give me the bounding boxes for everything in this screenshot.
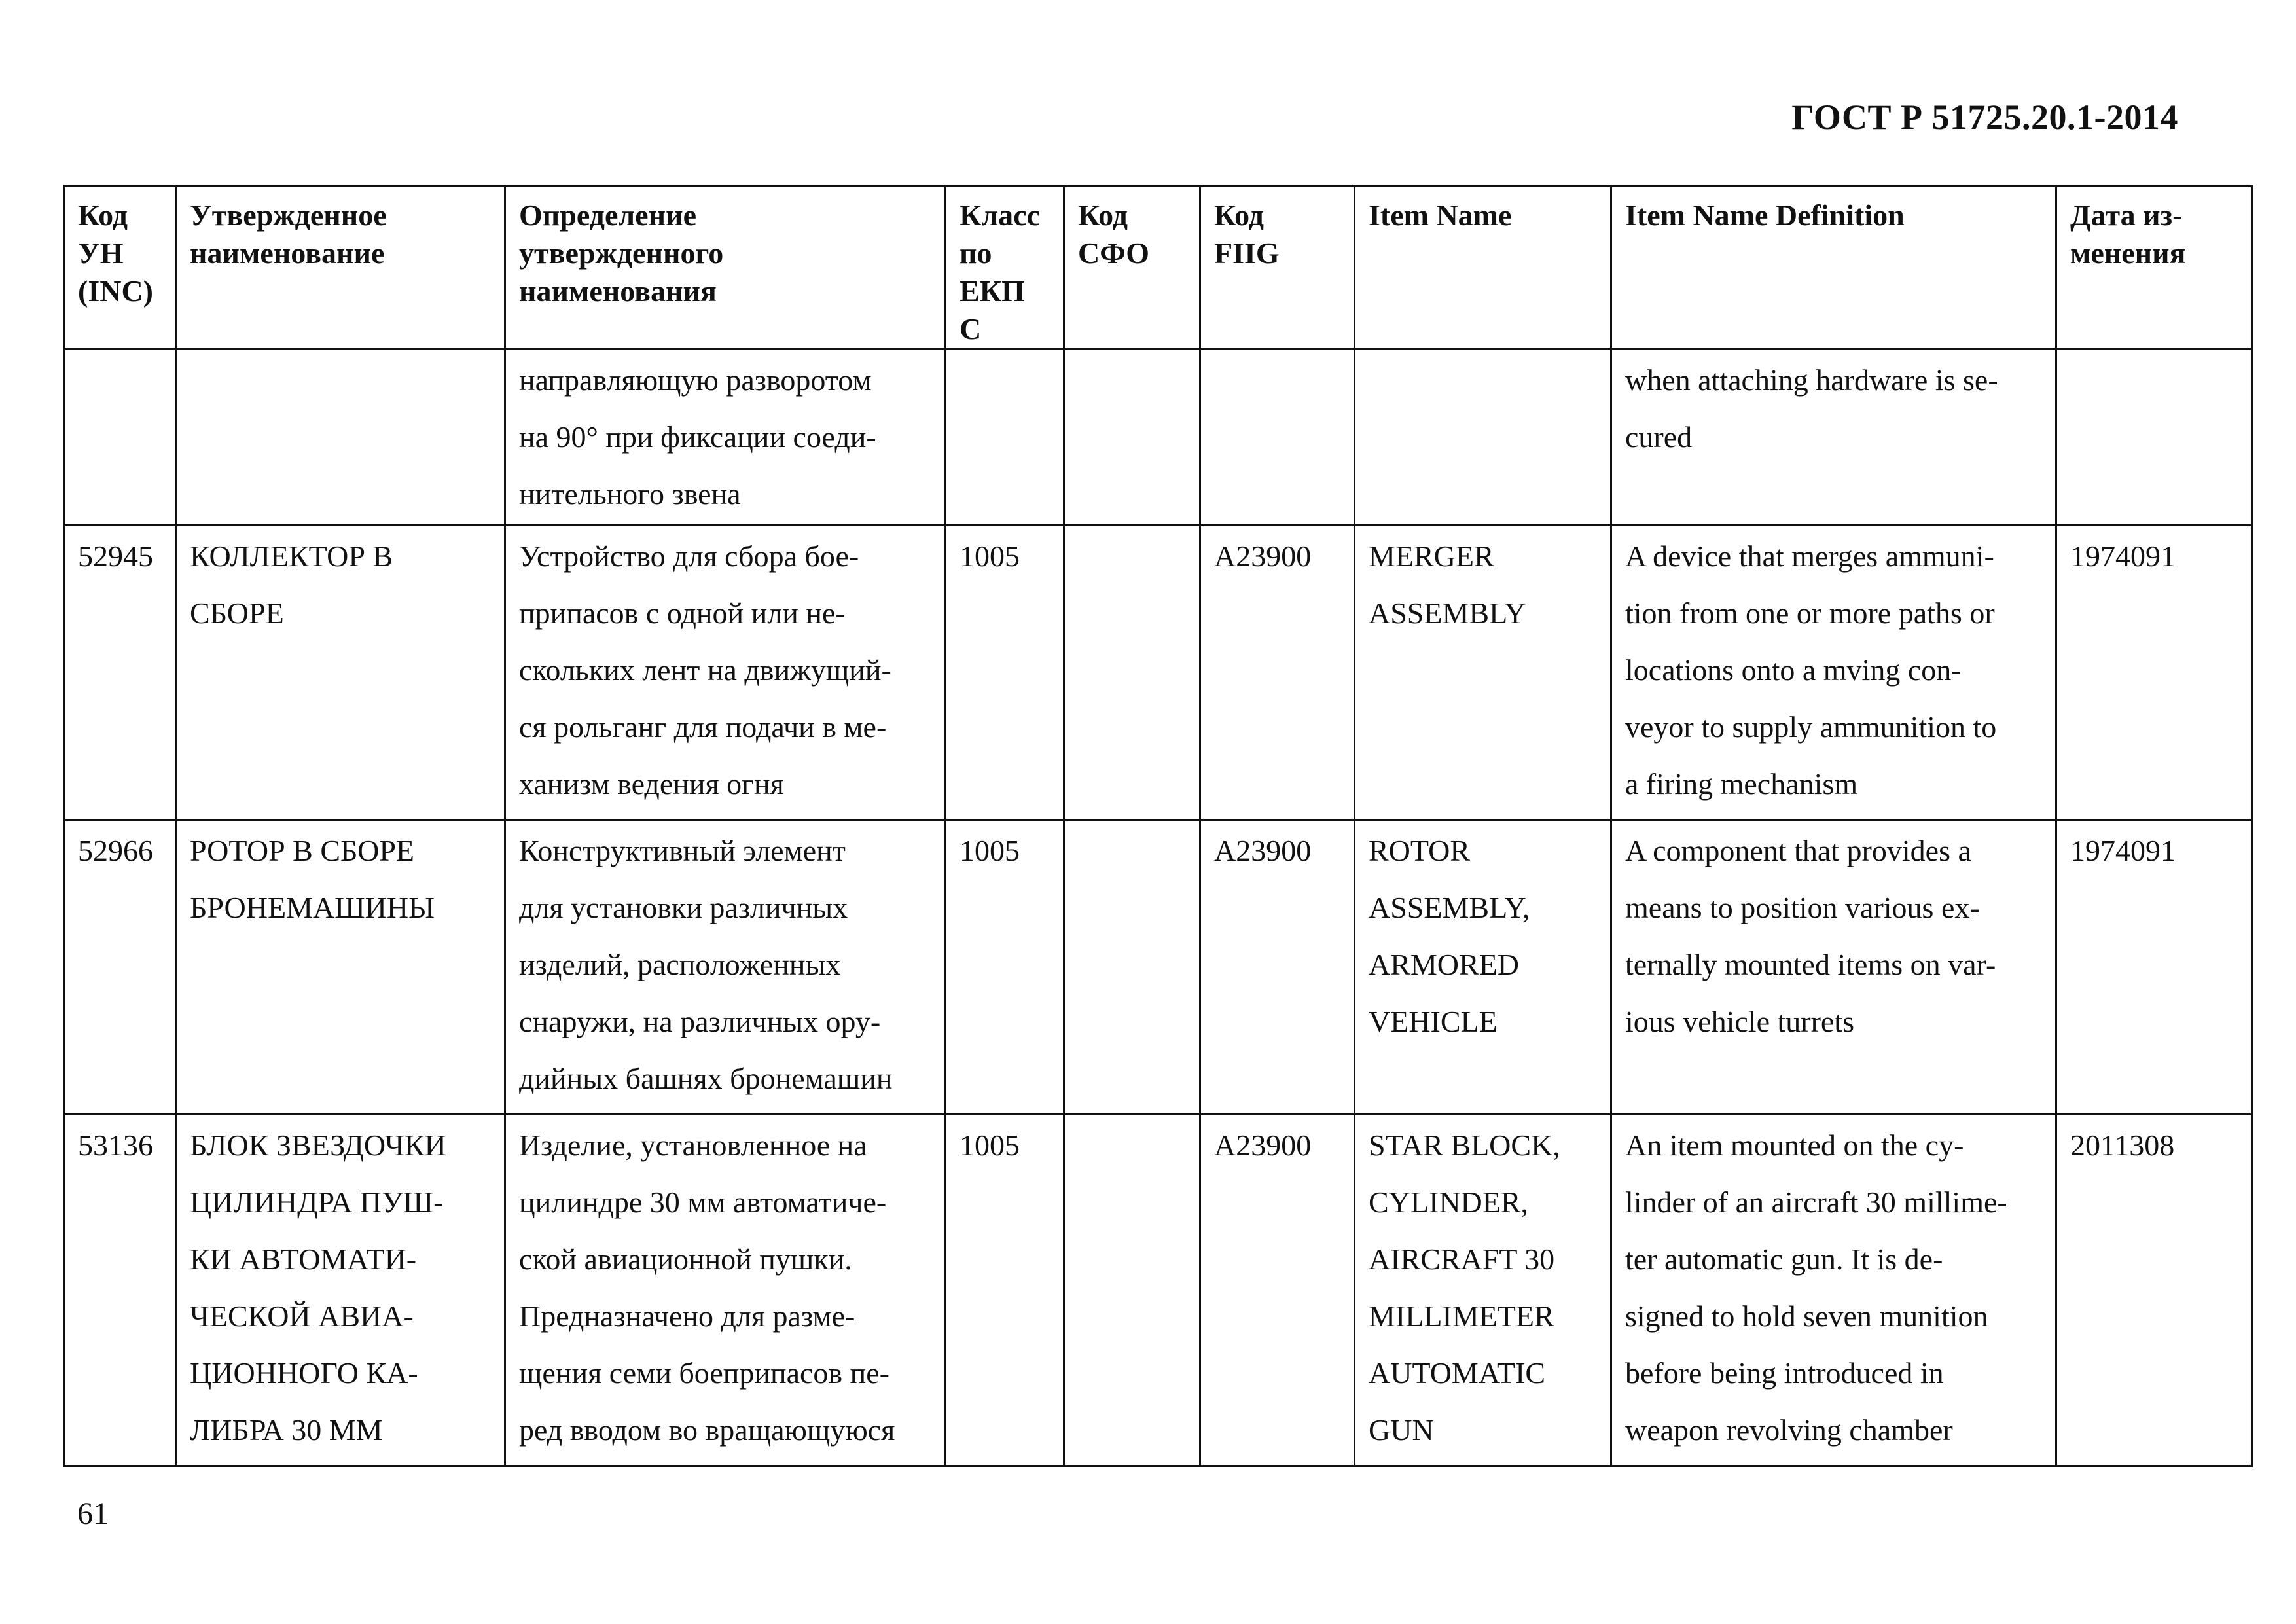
- cell-text-line: КИ АВТОМАТИ-: [190, 1242, 417, 1276]
- header-inc: [64, 187, 176, 350]
- page-number: 61: [77, 1496, 109, 1531]
- table-row: [64, 820, 2252, 1115]
- class-cell: [946, 350, 1064, 526]
- cell-text-line: Конструктивный элемент: [519, 834, 846, 867]
- item-definition-cell: [1611, 1115, 2056, 1466]
- header-line: Дата из-: [2070, 198, 2183, 232]
- inc-cell: [64, 350, 176, 526]
- cell-text-line: A23900: [1214, 1128, 1312, 1162]
- sfo-cell: [1064, 820, 1200, 1115]
- cell-text-line: БЛОК ЗВЕЗДОЧКИ: [190, 1128, 446, 1162]
- table-row: [64, 350, 2252, 526]
- header-line: С: [960, 312, 982, 346]
- approved-name-cell: [176, 1115, 505, 1466]
- cell-text-line: для установки различных: [519, 891, 848, 924]
- cell-text-line: MILLIMETER: [1369, 1299, 1554, 1333]
- cell-text-line: A component that provides a: [1625, 834, 1971, 867]
- cell-text-line: GUN: [1369, 1413, 1434, 1447]
- header-change-date: [2056, 187, 2252, 350]
- cell-text-line: дийных башнях бронемашин: [519, 1062, 893, 1095]
- class-cell: [946, 820, 1064, 1115]
- cell-text-line: ЛИБРА 30 ММ: [190, 1413, 383, 1447]
- sfo-cell: [1064, 350, 1200, 526]
- cell-text-line: signed to hold seven munition: [1625, 1299, 1988, 1333]
- cell-text-line: tion from one or more paths or: [1625, 596, 1995, 630]
- approved-name-cell: [176, 526, 505, 820]
- definition-cell: [505, 526, 946, 820]
- cell-text-line: на 90° при фиксации соеди-: [519, 420, 876, 454]
- cell-text-line: before being introduced in: [1625, 1356, 1944, 1390]
- cell-text-line: 52945: [78, 539, 153, 573]
- cell-text-line: MERGER: [1369, 539, 1494, 573]
- header-line: ЕКП: [960, 274, 1025, 308]
- cell-text-line: AUTOMATIC: [1369, 1356, 1546, 1390]
- date-cell: [2056, 526, 2252, 820]
- sfo-cell: [1064, 1115, 1200, 1466]
- cell-text-line: ханизм ведения огня: [519, 767, 784, 801]
- cell-text-line: нительного звена: [519, 477, 741, 511]
- cell-text-line: Изделие, установленное на: [519, 1128, 867, 1162]
- cell-text-line: ter automatic gun. It is de-: [1625, 1242, 1943, 1276]
- item-definition-cell: [1611, 820, 2056, 1115]
- definition-cell: [505, 1115, 946, 1466]
- cell-text-line: cured: [1625, 420, 1693, 454]
- header-line: (INC): [78, 274, 153, 308]
- cell-text-line: An item mounted on the cy-: [1625, 1128, 1964, 1162]
- header-item-name-definition: [1611, 187, 2056, 350]
- item-name-cell: [1355, 526, 1611, 820]
- header-item-name: [1355, 187, 1611, 350]
- item-name-cell: [1355, 820, 1611, 1115]
- cell-text-line: a firing mechanism: [1625, 767, 1858, 801]
- cell-text-line: means to position various ex-: [1625, 891, 1980, 924]
- cell-text-line: weapon revolving chamber: [1625, 1413, 1953, 1447]
- header-line: менения: [2070, 236, 2186, 270]
- item-name-cell: [1355, 350, 1611, 526]
- item-definition-cell: [1611, 350, 2056, 526]
- cell-text-line: ЦИЛИНДРА ПУШ-: [190, 1185, 444, 1219]
- header-line: СФО: [1078, 236, 1150, 270]
- cell-text-line: linder of an aircraft 30 millime-: [1625, 1185, 2007, 1219]
- cell-text-line: изделий, расположенных: [519, 948, 841, 981]
- cell-text-line: 1974091: [2070, 834, 2176, 867]
- date-cell: [2056, 1115, 2252, 1466]
- cell-text-line: veyor to supply ammunition to: [1625, 710, 1997, 744]
- cell-text-line: снаружи, на различных ору-: [519, 1005, 881, 1038]
- table-row: [64, 526, 2252, 820]
- cell-text-line: 2011308: [2070, 1128, 2175, 1162]
- cell-text-line: CYLINDER,: [1369, 1185, 1529, 1219]
- cell-text-line: when attaching hardware is se-: [1625, 363, 1998, 397]
- cell-text-line: ROTOR: [1369, 834, 1471, 867]
- cell-text-line: РОТОР В СБОРЕ: [190, 834, 415, 867]
- cell-text-line: ЦИОННОГО КА-: [190, 1356, 418, 1390]
- cell-text-line: 1005: [960, 539, 1020, 573]
- cell-text-line: припасов с одной или не-: [519, 596, 846, 630]
- fiig-cell: [1200, 820, 1355, 1115]
- cell-text-line: 1005: [960, 834, 1020, 867]
- document-code: ГОСТ Р 51725.20.1-2014: [1791, 98, 2178, 137]
- header-line: Код: [1078, 198, 1128, 232]
- cell-text-line: ious vehicle turrets: [1625, 1005, 1855, 1038]
- header-line: FIIG: [1214, 236, 1280, 270]
- header-line: Код: [1214, 198, 1265, 232]
- cell-text-line: Устройство для сбора бое-: [519, 539, 859, 573]
- cell-text-line: AIRCRAFT 30: [1369, 1242, 1555, 1276]
- cell-text-line: ЧЕСКОЙ АВИА-: [190, 1299, 414, 1333]
- header-line: утвержденного: [519, 236, 724, 270]
- header-line: Item Name Definition: [1625, 198, 1905, 232]
- item-name-cell: [1355, 1115, 1611, 1466]
- cell-text-line: цилиндре 30 мм автоматиче-: [519, 1185, 887, 1219]
- cell-text-line: ред вводом во вращающуюся: [519, 1413, 895, 1447]
- header-line: наименование: [190, 236, 385, 270]
- header-line: наименования: [519, 274, 717, 308]
- inc-cell: [64, 820, 176, 1115]
- cell-text-line: 52966: [78, 834, 153, 867]
- cell-text-line: ся рольганг для подачи в ме-: [519, 710, 887, 744]
- header-name-definition: [505, 187, 946, 350]
- date-cell: [2056, 820, 2252, 1115]
- date-cell: [2056, 350, 2252, 526]
- fiig-cell: [1200, 526, 1355, 820]
- header-line: УН: [78, 236, 124, 270]
- cell-text-line: ASSEMBLY,: [1369, 891, 1530, 924]
- inc-cell: [64, 1115, 176, 1466]
- fiig-cell: [1200, 1115, 1355, 1466]
- header-fiig-code: [1200, 187, 1355, 350]
- class-cell: [946, 1115, 1064, 1466]
- cell-text-line: A23900: [1214, 834, 1312, 867]
- cell-text-line: 1005: [960, 1128, 1020, 1162]
- inc-cell: [64, 526, 176, 820]
- header-approved-name: [176, 187, 505, 350]
- header-row: [64, 187, 2252, 350]
- cell-text-line: скольких лент на движущий-: [519, 653, 891, 687]
- sfo-cell: [1064, 526, 1200, 820]
- cell-text-line: КОЛЛЕКТОР В: [190, 539, 393, 573]
- table-row: [64, 1115, 2252, 1466]
- header-ekps-class: [946, 187, 1064, 350]
- definition-cell: [505, 820, 946, 1115]
- cell-text-line: ARMORED: [1369, 948, 1520, 981]
- cell-text-line: направляющую разворотом: [519, 363, 872, 397]
- cell-text-line: щения семи боеприпасов пе-: [519, 1356, 889, 1390]
- approved-name-cell: [176, 820, 505, 1115]
- classifier-table: [63, 185, 2253, 1467]
- cell-text-line: ternally mounted items on var-: [1625, 948, 1996, 981]
- cell-text-line: locations onto a mving con-: [1625, 653, 1962, 687]
- fiig-cell: [1200, 350, 1355, 526]
- cell-text-line: A23900: [1214, 539, 1312, 573]
- header-line: Класс: [960, 198, 1040, 232]
- cell-text-line: A device that merges ammuni-: [1625, 539, 1994, 573]
- cell-text-line: 1974091: [2070, 539, 2176, 573]
- class-cell: [946, 526, 1064, 820]
- header-line: Утвержденное: [190, 198, 387, 232]
- cell-text-line: ASSEMBLY: [1369, 596, 1526, 630]
- cell-text-line: ской авиационной пушки.: [519, 1242, 852, 1276]
- cell-text-line: Предназначено для разме-: [519, 1299, 855, 1333]
- cell-text-line: БРОНЕМАШИНЫ: [190, 891, 435, 924]
- approved-name-cell: [176, 350, 505, 526]
- header-line: Определение: [519, 198, 697, 232]
- cell-text-line: СБОРЕ: [190, 596, 284, 630]
- cell-text-line: STAR BLOCK,: [1369, 1128, 1560, 1162]
- header-sfo-code: [1064, 187, 1200, 350]
- cell-text-line: 53136: [78, 1128, 153, 1162]
- header-line: по: [960, 236, 992, 270]
- header-line: Код: [78, 198, 128, 232]
- definition-cell: [505, 350, 946, 526]
- header-line: Item Name: [1369, 198, 1512, 232]
- item-definition-cell: [1611, 526, 2056, 820]
- cell-text-line: VEHICLE: [1369, 1005, 1498, 1038]
